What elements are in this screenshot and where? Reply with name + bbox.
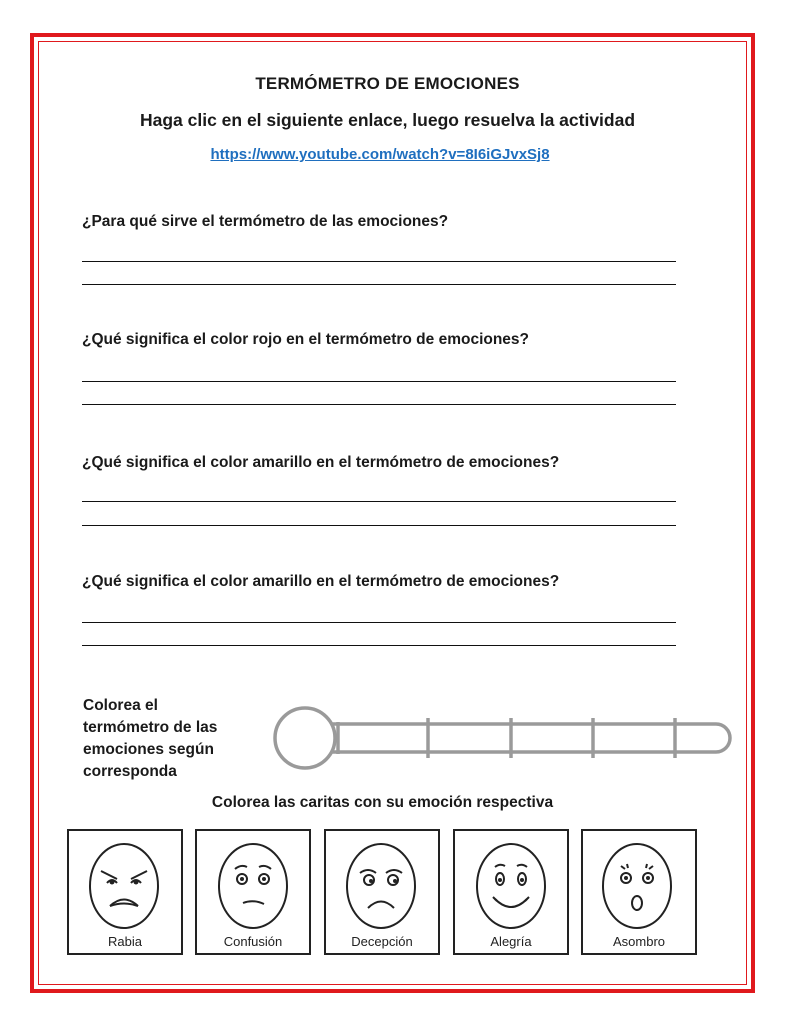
page-title: TERMÓMETRO DE EMOCIONES bbox=[255, 74, 520, 93]
question-2: ¿Qué significa el color rojo en el termómetro de emociones? bbox=[82, 331, 530, 348]
face-label: Decepción bbox=[351, 934, 413, 949]
faces-title: Colorea las caritas con su emoción respectiva bbox=[211, 794, 554, 811]
face-card-alegria[interactable] bbox=[453, 829, 569, 955]
question-4: ¿Qué significa el color amarillo en el termómetro de emociones? bbox=[82, 573, 560, 590]
face-card-confusion[interactable] bbox=[195, 829, 311, 955]
thermometer-instruction bbox=[83, 695, 263, 783]
question-3: ¿Qué significa el color amarillo en el termómetro de emociones? bbox=[82, 454, 560, 471]
video-link[interactable]: https://www.youtube.com/watch?v=8I6iGJvxSj8 bbox=[210, 146, 550, 163]
face-label: Confusión bbox=[223, 934, 283, 949]
instruction-line: emociones según bbox=[83, 741, 214, 758]
answer-line[interactable] bbox=[82, 404, 676, 405]
face-label: Rabia bbox=[108, 934, 142, 949]
face-label: Asombro bbox=[612, 934, 666, 949]
face-card-decepcion[interactable] bbox=[324, 829, 440, 955]
face-label: Alegría bbox=[490, 934, 532, 949]
thermometer-tube bbox=[332, 724, 730, 752]
answer-line[interactable] bbox=[82, 645, 676, 646]
answer-line[interactable] bbox=[82, 381, 676, 382]
answer-line[interactable] bbox=[82, 501, 676, 502]
answer-line[interactable] bbox=[82, 525, 676, 526]
instruction-line: corresponda bbox=[83, 763, 177, 780]
question-1: ¿Para qué sirve el termómetro de las emociones? bbox=[82, 213, 449, 230]
instruction-line: Colorea el bbox=[83, 697, 158, 714]
answer-line[interactable] bbox=[82, 284, 676, 285]
instruction-line: termómetro de las bbox=[83, 719, 218, 736]
answer-line[interactable] bbox=[82, 261, 676, 262]
thermometer-drawing[interactable] bbox=[268, 700, 743, 775]
thermometer-bulb bbox=[275, 708, 335, 768]
face-card-rabia[interactable] bbox=[67, 829, 183, 955]
page-subtitle: Haga clic en el siguiente enlace, luego resuelva la actividad bbox=[139, 110, 636, 130]
face-card-asombro[interactable] bbox=[581, 829, 697, 955]
answer-line[interactable] bbox=[82, 622, 676, 623]
